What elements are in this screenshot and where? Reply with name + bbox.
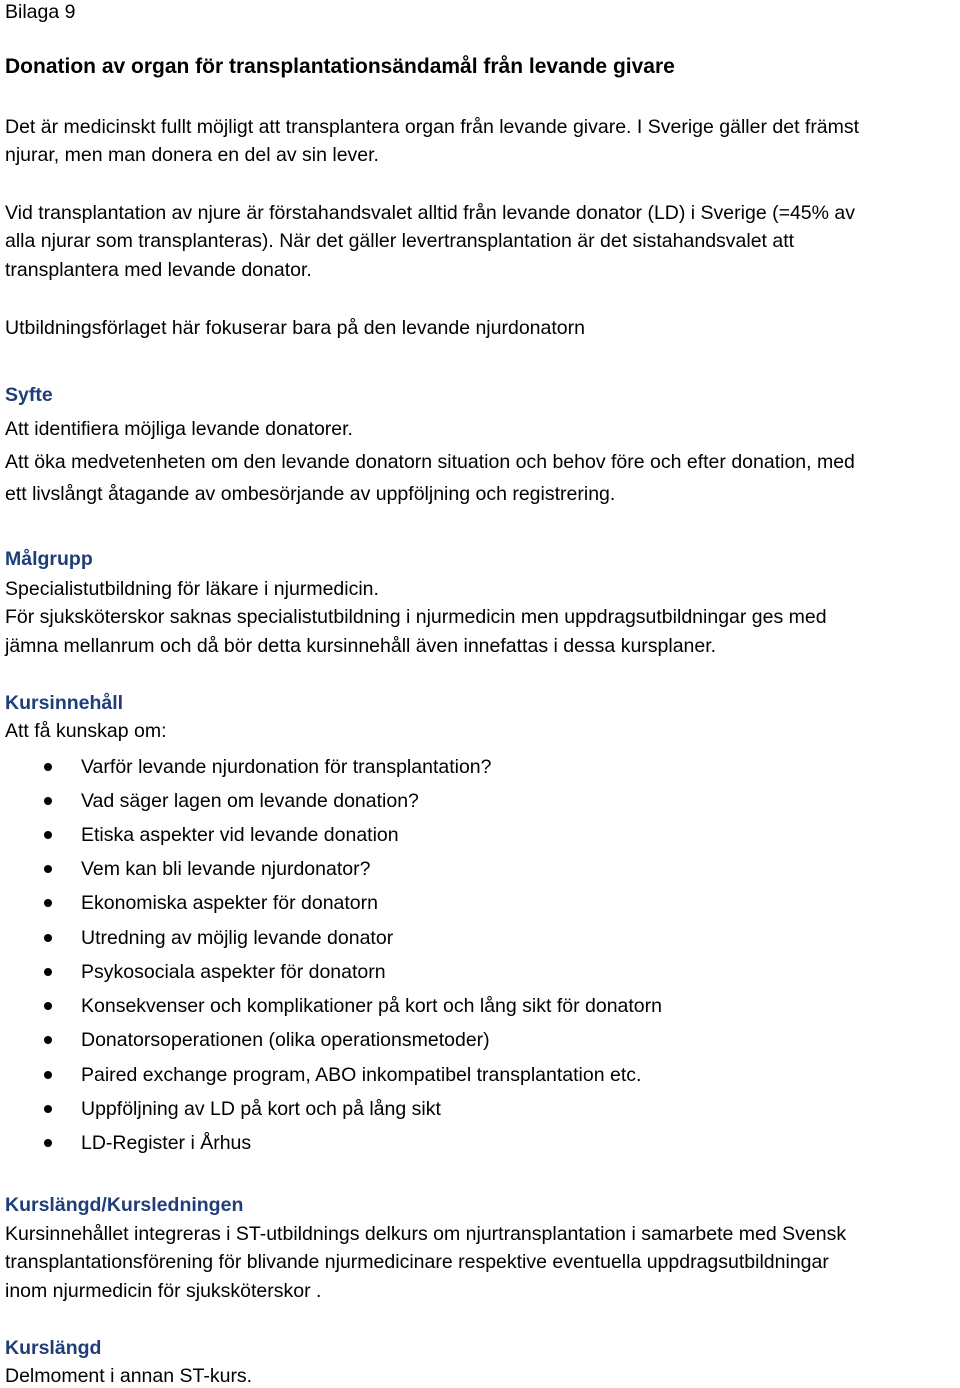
bullet-icon bbox=[44, 968, 52, 976]
list-item-text: Psykosociala aspekter för donatorn bbox=[81, 961, 386, 983]
malgrupp-line-3: jämna mellanrum och då bör detta kursinnehåll även innefattas i dessa kursplaner. bbox=[5, 635, 717, 657]
list-item-text: Donatorsoperationen (olika operationsmetoder) bbox=[81, 1029, 490, 1051]
list-item-text: Paired exchange program, ABO inkompatibel transplantation etc. bbox=[81, 1064, 642, 1086]
bullet-icon bbox=[44, 797, 52, 805]
list-item-text: Ekonomiska aspekter för donatorn bbox=[81, 892, 378, 914]
intro-paragraph-2-line-2: alla njurar som transplanteras). När det gäller levertransplantation är det sistahandsvalet att bbox=[5, 230, 795, 252]
kursinnehall-intro: Att få kunskap om: bbox=[5, 720, 167, 742]
section-heading-syfte: Syfte bbox=[5, 384, 53, 406]
list-item-text: Konsekvenser och komplikationer på kort och lång sikt för donatorn bbox=[81, 995, 662, 1017]
bullet-icon bbox=[44, 831, 52, 839]
malgrupp-line-2: För sjuksköterskor saknas specialistutbildning i njurmedicin men uppdragsutbildningar ges med bbox=[5, 606, 827, 628]
bullet-icon bbox=[44, 865, 52, 873]
kurslangd-kursledningen-line-1: Kursinnehållet integreras i ST-utbildnings delkurs om njurtransplantation i samarbete med Svensk bbox=[5, 1223, 847, 1245]
bullet-icon bbox=[44, 1139, 52, 1147]
intro-paragraph-2-line-1: Vid transplantation av njure är förstahandsvalet alltid från levande donator (LD) i Sverige (=45% av bbox=[5, 202, 856, 224]
syfte-line-1: Att identifiera möjliga levande donatorer. bbox=[5, 418, 353, 440]
bullet-icon bbox=[44, 1071, 52, 1079]
malgrupp-line-1: Specialistutbildning för läkare i njurmedicin. bbox=[5, 578, 379, 600]
list-item-text: Uppföljning av LD på kort och på lång sikt bbox=[81, 1098, 441, 1120]
list-item-text: Varför levande njurdonation för transplantation? bbox=[81, 756, 492, 778]
kurslangd-line-1: Delmoment i annan ST-kurs. bbox=[5, 1365, 253, 1387]
section-heading-kurslangd: Kurslängd bbox=[5, 1337, 102, 1359]
list-item-text: Etiska aspekter vid levande donation bbox=[81, 824, 399, 846]
intro-paragraph-2-line-3: transplantera med levande donator. bbox=[5, 259, 312, 281]
syfte-line-3: ett livslångt åtagande av ombesörjande av uppföljning och registrering. bbox=[5, 483, 616, 505]
bullet-icon bbox=[44, 934, 52, 942]
syfte-line-2: Att öka medvetenheten om den levande donatorn situation och behov före och efter donation, med bbox=[5, 451, 855, 473]
kurslangd-kursledningen-line-3: inom njurmedicin för sjuksköterskor . bbox=[5, 1280, 322, 1302]
intro-paragraph-1-line-1: Det är medicinskt fullt möjligt att transplantera organ från levande givare. I Sverige gäller det främst bbox=[5, 116, 860, 138]
list-item-text: Utredning av möjlig levande donator bbox=[81, 927, 394, 949]
kurslangd-kursledningen-line-2: transplantationsförening för blivande njurmedicinare respektive eventuella uppdragsutbildningar bbox=[5, 1251, 829, 1273]
section-heading-kursinnehall: Kursinnehåll bbox=[5, 692, 124, 714]
bullet-icon bbox=[44, 763, 52, 771]
appendix-label: Bilaga 9 bbox=[5, 1, 76, 23]
bullet-icon bbox=[44, 1002, 52, 1010]
list-item-text: Vem kan bli levande njurdonator? bbox=[81, 858, 371, 880]
document-title: Donation av organ för transplantationsändamål från levande givare bbox=[5, 55, 675, 78]
bullet-icon bbox=[44, 1105, 52, 1113]
list-item-text: LD-Register i Århus bbox=[81, 1132, 252, 1154]
section-heading-kurslangd-kursledningen: Kurslängd/Kursledningen bbox=[5, 1194, 244, 1216]
intro-paragraph-3: Utbildningsförlaget här fokuserar bara på den levande njurdonatorn bbox=[5, 317, 585, 339]
bullet-icon bbox=[44, 1036, 52, 1044]
bullet-icon bbox=[44, 899, 52, 907]
section-heading-malgrupp: Målgrupp bbox=[5, 548, 93, 570]
intro-paragraph-1-line-2: njurar, men man donera en del av sin lever. bbox=[5, 144, 379, 166]
list-item-text: Vad säger lagen om levande donation? bbox=[81, 790, 419, 812]
